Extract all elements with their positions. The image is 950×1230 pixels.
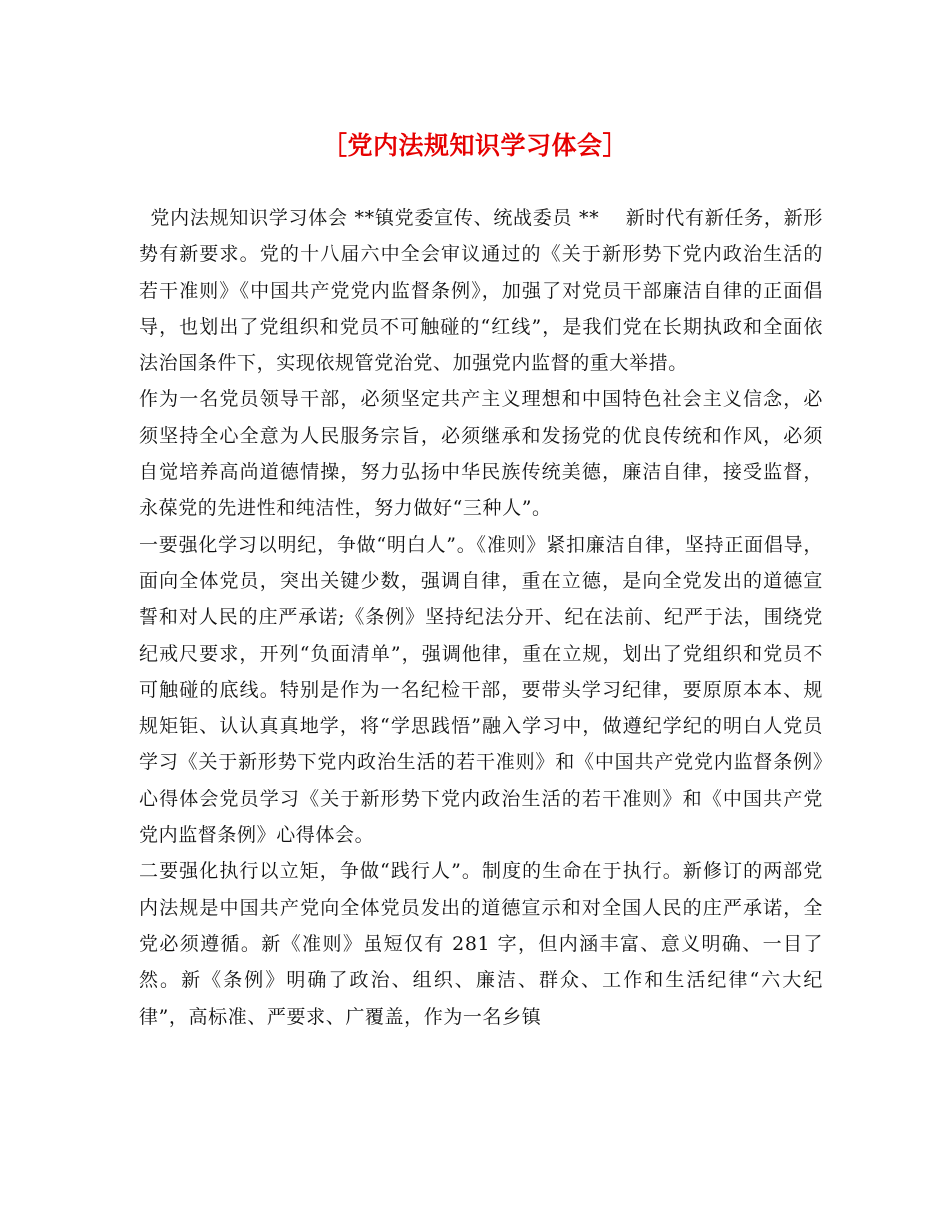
paragraph-intro: 党内法规知识学习体会 **镇党委宣传、统战委员 ** 新时代有新任务，新形势有新要求。党的十八届六中全会审议通过的《关于新形势下党内政治生活的若干准则》《中国共产党党内监督条例》，加强了对党员干部廉洁自律的正面倡导，也划出了党组织和党员不可触碰的“红线”，是我们党在长期执政和全面依法治国条件下，实现依规管党治党、加强党内监督的重大举措。	[139, 207, 823, 375]
paragraph-point-one: 一要强化学习以明纪，争做“明白人”。《准则》紧扣廉洁自律，坚持正面倡导，面向全体党员，突出关键少数，强调自律，重在立德，是向全党发出的道德宣誓和对人民的庄严承诺;《条例》坚持纪法分开、纪在法前、纪严于法，围绕党纪戒尺要求，开列“负面清单”，强调他律，重在立规，划出了党组织和党员不可触碰的底线。特别是作为一名纪检干部，要带头学习纪律，要原原本本、规规矩钜、认认真真地学，将“学思践悟”融入学习中，做遵纪学纪的明白人党员学习《关于新形势下党内政治生活的若干准则》和《中国共产党党内监督条例》心得体会党员学习《关于新形势下党内政治生活的若干准则》和《中国共产党党内监督条例》心得体会。	[139, 533, 823, 847]
document-title: ［党内法规知识学习体会］	[321, 131, 628, 160]
document-body	[139, 200, 823, 1035]
paragraph-requirements: 作为一名党员领导干部，必须坚定共产主义理想和中国特色社会主义信念，必须坚持全心全意为人民服务宗旨，必须继承和发扬党的优良传统和作风，必须自觉培养高尚道德情操，努力弘扬中华民族传统美德，廉洁自律，接受监督，永葆党的先进性和纯洁性，努力做好“三种人”。	[139, 388, 823, 520]
paragraph-point-two: 二要强化执行以立矩，争做“践行人”。制度的生命在于执行。新修订的两部党内法规是中国共产党向全体党员发出的道德宣示和对全国人民的庄严承诺，全党必须遵循。新《准则》虽短仅有 281 字，但内涵丰富、意义明确、一目了然。新《条例》明确了政治、组织、廉洁、群众、工作和生活纪律“六大纪律”，高标准、严要求、广覆盖，作为一名乡镇	[139, 860, 823, 1028]
